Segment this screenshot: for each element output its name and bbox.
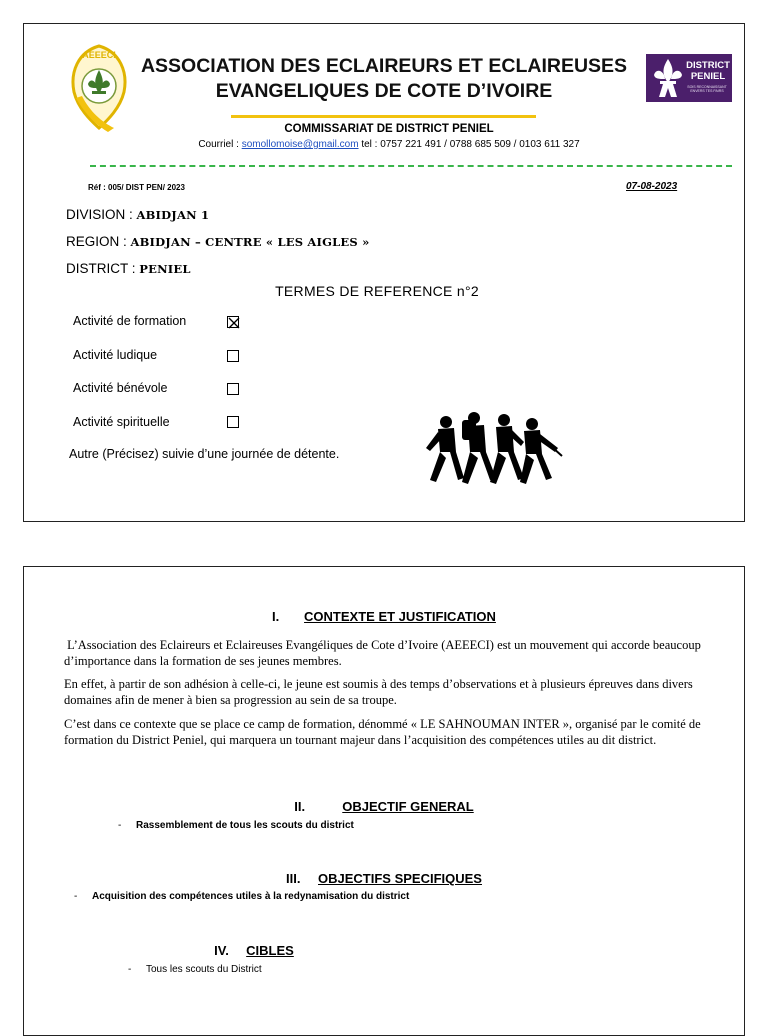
phone-numbers: tel : 0757 221 491 / 0788 685 509 / 0103 611 327 bbox=[358, 139, 580, 150]
section-number: II. bbox=[294, 799, 306, 814]
org-title-line-2: EVANGELIQUES DE COTE D’IVOIRE bbox=[215, 80, 553, 102]
section-number: III. bbox=[286, 871, 301, 886]
paragraph bbox=[64, 637, 704, 669]
page-1 bbox=[23, 23, 745, 522]
marching-scouts-illustration bbox=[424, 408, 564, 488]
email-link[interactable]: somollomoise@gmail.com bbox=[241, 139, 359, 150]
region-value: ABIDJAN – CENTRE « LES AIGLES » bbox=[130, 235, 370, 249]
district-peniel-logo bbox=[646, 54, 732, 102]
logo-right-line-1: DISTRICT bbox=[686, 60, 730, 71]
autre-precisez-text: Autre (Précisez) suivie d’une journée de détente. bbox=[69, 447, 340, 461]
section-heading-2 bbox=[24, 799, 744, 814]
section-title: OBJECTIFS SPECIFIQUES bbox=[318, 871, 482, 886]
paragraph-text: L’Association des Eclaireurs et Eclaireuses Evangéliques de Cote d’Ivoire (AEEECI) est un mouvement qui accorde beaucoup d’importance dans la formation de ses jeunes membres. bbox=[64, 638, 701, 668]
organization-title bbox=[114, 54, 654, 104]
termes-title: TERMES DE REFERENCE n°2 bbox=[275, 283, 479, 299]
paragraph: En effet, à partir de son adhésion à celle-ci, le jeune est soumis à des temps d’observations et à plusieurs épreuves dans divers domaines afin de mener à bien sa progression au sein de sa troupe. bbox=[64, 677, 693, 707]
logo-right-line-2: PENIEL bbox=[690, 71, 726, 82]
reference-number: Réf : 005/ DIST PEN/ 2023 bbox=[88, 183, 185, 192]
logo-left-text: AEEECI bbox=[82, 50, 116, 60]
activity-checkbox-spirituelle[interactable] bbox=[227, 416, 239, 428]
activity-label: Activité de formation bbox=[73, 314, 187, 328]
division-label: DIVISION : bbox=[66, 207, 137, 222]
contact-line bbox=[114, 139, 664, 150]
activity-label: Activité bénévole bbox=[73, 381, 168, 395]
section-title: OBJECTIF GENERAL bbox=[342, 799, 474, 814]
region-label: REGION : bbox=[66, 234, 131, 249]
paragraph: C’est dans ce contexte que se place ce camp de formation, dénommé « LE SAHNOUMAN INTER », organisé par le comité de formation du District Peniel, qui marquera un tournant majeur dans l’acquisition des compétences utiles au dit district. bbox=[64, 717, 701, 747]
activity-label: Activité ludique bbox=[73, 348, 158, 362]
division-value: ABIDJAN 1 bbox=[136, 208, 210, 222]
bullet-dash: - bbox=[128, 964, 132, 975]
bullet-dash: - bbox=[74, 891, 78, 902]
list-item-text: Acquisition des compétences utiles à la redynamisation du district bbox=[92, 891, 410, 902]
district-label: DISTRICT : bbox=[66, 261, 140, 276]
logo-right-motto: SOIS RECONNAISSANT ENVERS TES PAIRS bbox=[687, 85, 727, 93]
page-2 bbox=[23, 566, 745, 1036]
section-title: CIBLES bbox=[246, 943, 294, 958]
bullet-dash: - bbox=[118, 820, 122, 831]
section-heading-4 bbox=[0, 943, 614, 958]
section-heading-3 bbox=[24, 871, 744, 886]
activity-label: Activité spirituelle bbox=[73, 415, 170, 429]
activity-checkbox-formation[interactable] bbox=[227, 316, 239, 328]
list-item bbox=[128, 964, 262, 975]
division-row bbox=[66, 207, 209, 222]
check-x-icon bbox=[228, 317, 240, 329]
section-number: IV. bbox=[214, 943, 229, 958]
commissariat-heading: COMMISSARIAT DE DISTRICT PENIEL bbox=[284, 123, 494, 135]
list-item-text: Tous les scouts du District bbox=[146, 964, 262, 975]
district-row bbox=[66, 261, 191, 276]
activity-checkbox-ludique[interactable] bbox=[227, 350, 239, 362]
section-number: I. bbox=[272, 609, 280, 624]
org-title-line-1: ASSOCIATION DES ECLAIREURS ET ECLAIREUSES bbox=[140, 55, 628, 77]
dashed-divider bbox=[90, 165, 732, 167]
district-value: PENIEL bbox=[139, 262, 191, 276]
region-row bbox=[66, 234, 369, 249]
list-item bbox=[74, 891, 409, 902]
list-item-text: Rassemblement de tous les scouts du district bbox=[136, 820, 354, 831]
title-underline-bar bbox=[231, 115, 536, 118]
section-heading-1 bbox=[24, 609, 744, 624]
list-item bbox=[118, 820, 354, 831]
logo-right-title bbox=[686, 60, 730, 82]
document-date: 07-08-2023 bbox=[626, 181, 678, 192]
activity-checkbox-benevole[interactable] bbox=[227, 383, 239, 395]
courriel-label: Courriel : bbox=[198, 139, 242, 150]
section-title: CONTEXTE ET JUSTIFICATION bbox=[304, 609, 496, 624]
